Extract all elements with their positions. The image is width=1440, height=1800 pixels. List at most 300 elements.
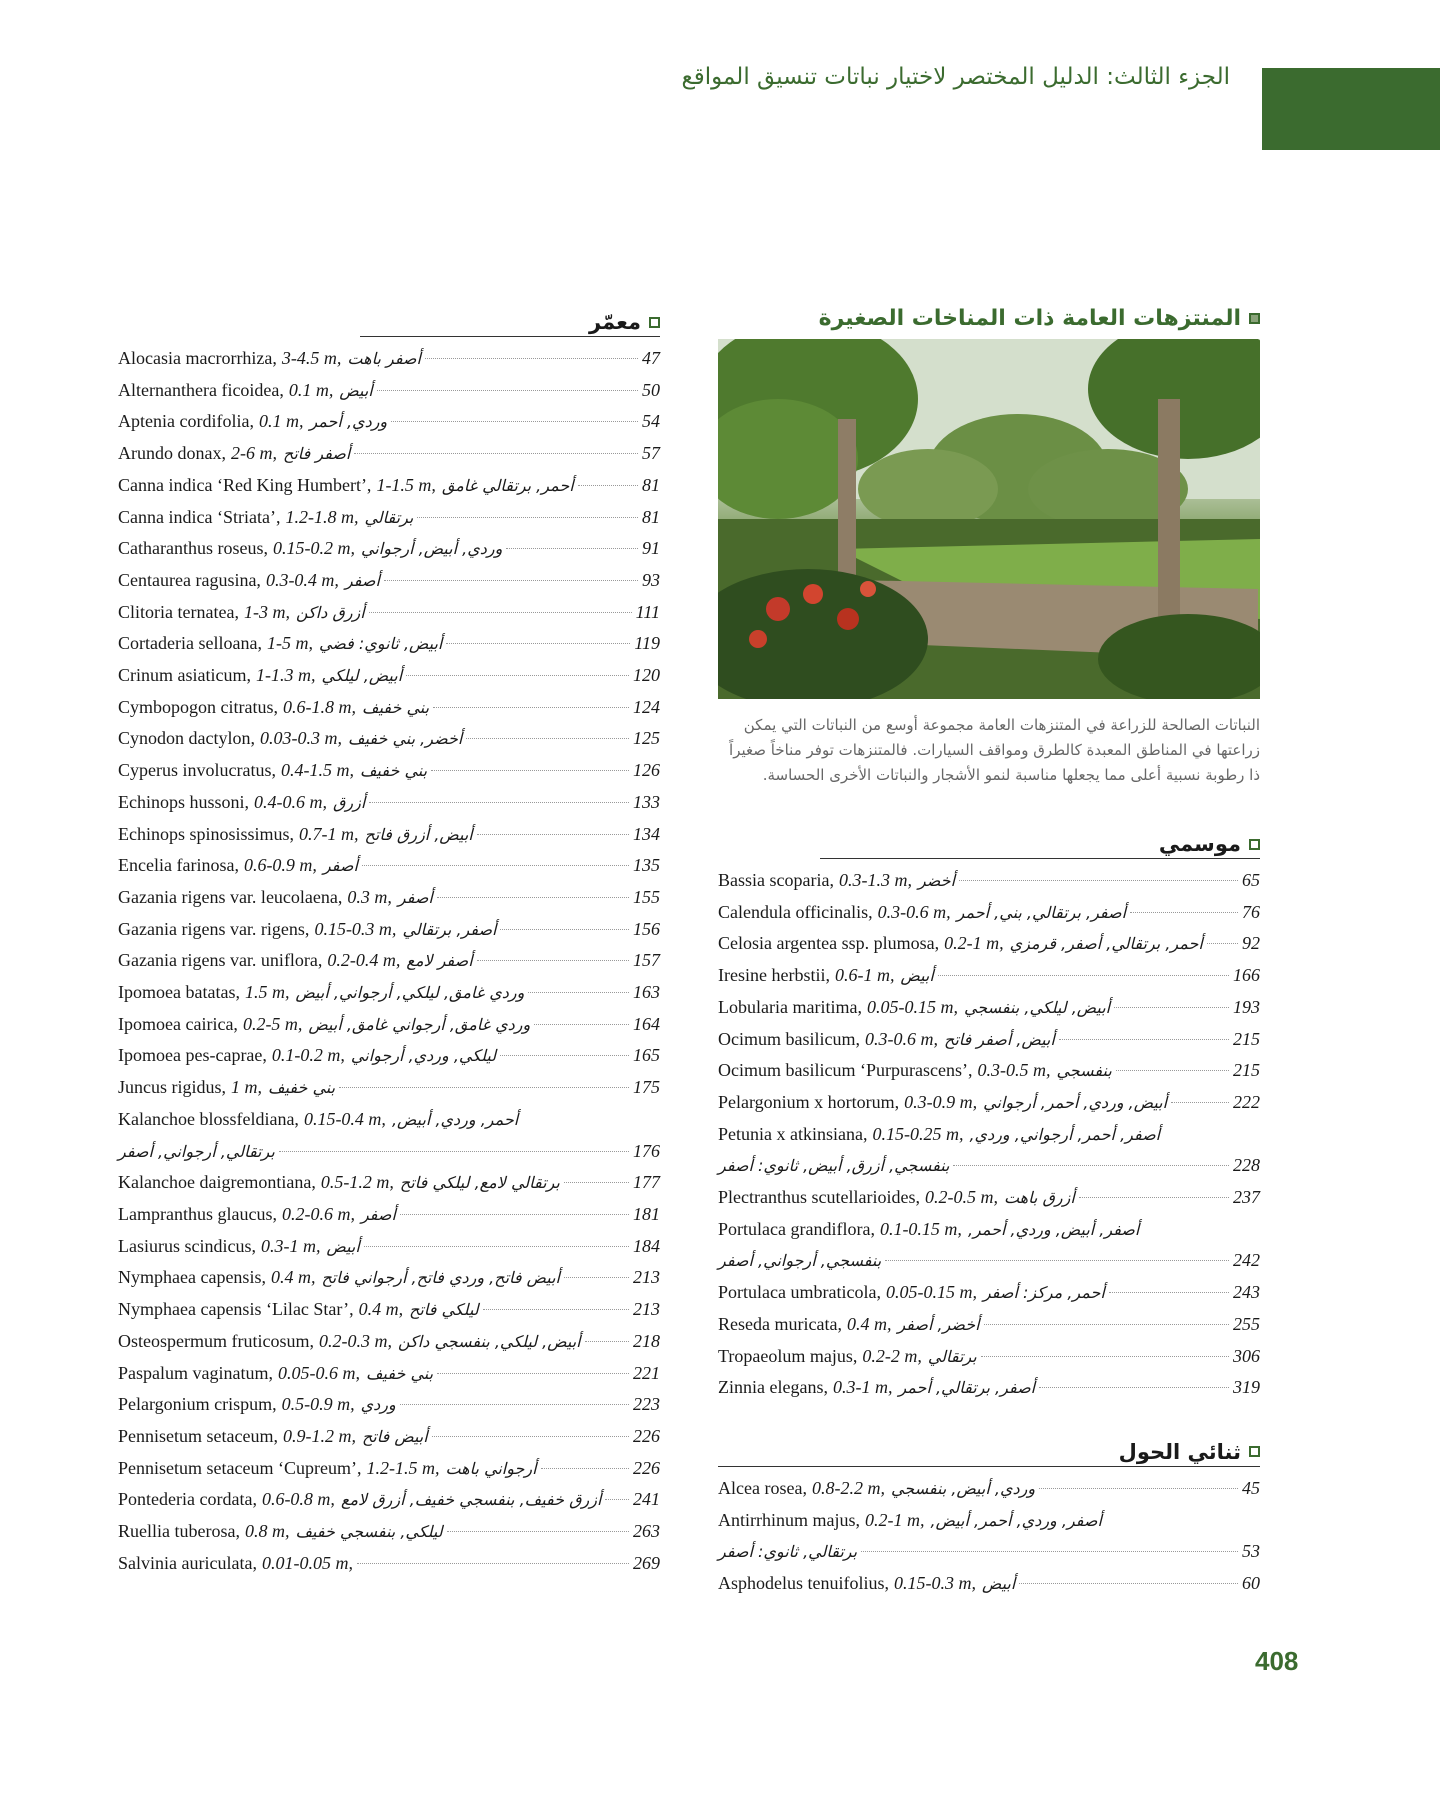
- plant-name: Arundo donax,: [118, 443, 226, 464]
- page-ref: 177: [633, 1172, 660, 1193]
- plant-size: 1.2-1.8 m,: [285, 506, 359, 527]
- plant-entry: [718, 1505, 1260, 1568]
- page-ref: 135: [633, 855, 660, 876]
- page-ref: 269: [633, 1552, 660, 1573]
- dot-leader: [369, 612, 632, 613]
- page-ref: 92: [1242, 933, 1260, 954]
- page-ref: 181: [633, 1203, 660, 1224]
- page-ref: 228: [1233, 1155, 1260, 1176]
- dot-leader: [466, 738, 629, 739]
- plant-size: 0.15-0.25 m,: [872, 1123, 964, 1144]
- flower-color: أصفر: [397, 887, 433, 907]
- plant-size: 0.3-0.9 m,: [904, 1091, 978, 1112]
- plant-size: 0.3-0.5 m,: [977, 1060, 1051, 1081]
- biennial-heading: [718, 1440, 1260, 1467]
- page-ref: 243: [1233, 1282, 1260, 1303]
- plant-name: Canna indica ‘Striata’,: [118, 506, 281, 527]
- page-ref: 133: [633, 791, 660, 812]
- dot-leader: [1039, 1488, 1238, 1489]
- dot-leader: [1116, 1070, 1229, 1071]
- page-ref: 306: [1233, 1345, 1260, 1366]
- plant-entry: [118, 1199, 660, 1231]
- plant-name: Portulaca umbraticola,: [718, 1282, 881, 1303]
- page-ref: 57: [642, 443, 660, 464]
- page-ref: 184: [633, 1235, 660, 1256]
- plant-name: Crinum asiaticum,: [118, 665, 251, 686]
- plant-size: 0.03-0.3 m,: [260, 728, 342, 749]
- plant-entry: [118, 1516, 660, 1548]
- page-ref: 54: [642, 411, 660, 432]
- dot-leader: [1130, 912, 1238, 913]
- dot-leader: [1019, 1583, 1238, 1584]
- dot-leader: [1171, 1102, 1229, 1103]
- flower-color: أخضر: [917, 871, 956, 890]
- entry-continuation: [718, 1536, 1260, 1568]
- page-ref: 176: [633, 1140, 660, 1161]
- plant-size: 0.6-0.9 m,: [243, 855, 317, 876]
- plant-entry: [118, 1104, 660, 1167]
- plant-size: 0.5-1.2 m,: [320, 1172, 394, 1193]
- page-ref: 157: [633, 950, 660, 971]
- dot-leader: [425, 358, 638, 359]
- flower-color: أصفر باهت: [347, 349, 421, 368]
- flower-color: بني خفيف: [365, 1363, 434, 1383]
- flower-color-continued: برتقالي, ثانوي: أصفر: [718, 1542, 858, 1562]
- plant-size: 0.05-0.6 m,: [277, 1362, 360, 1383]
- plant-entry: [718, 1024, 1260, 1056]
- flower-color: أخضر, أصفر: [897, 1314, 980, 1334]
- flower-color: بني خفيف: [268, 1078, 336, 1098]
- plant-name: Plectranthus scutellarioides,: [718, 1187, 920, 1208]
- plant-size: 2-6 m,: [230, 443, 277, 464]
- plant-name: Pennisetum setaceum ‘Cupreum’,: [118, 1457, 362, 1478]
- dot-leader: [500, 1055, 629, 1056]
- plant-size: 0.6-1.8 m,: [283, 696, 356, 717]
- flower-color: أحمر, وردي, أبيض,: [391, 1109, 519, 1129]
- dot-leader: [446, 643, 630, 644]
- plant-entry: [118, 1358, 660, 1390]
- dot-leader: [447, 1531, 629, 1532]
- plant-size: 0.3-1 m,: [832, 1377, 893, 1398]
- dot-leader: [431, 770, 629, 771]
- plant-name: Gazania rigens var. rigens,: [118, 918, 310, 939]
- seasonal-list: [718, 865, 1260, 1404]
- plant-size: 0.8 m,: [244, 1521, 290, 1542]
- plant-size: 0.4 m,: [846, 1313, 892, 1334]
- dot-leader: [506, 548, 638, 549]
- plant-size: 0.05-0.15 m,: [866, 996, 958, 1017]
- page-ref: 213: [633, 1267, 660, 1288]
- plant-size: 0.9-1.2 m,: [282, 1425, 356, 1446]
- perennial-section: [118, 310, 660, 1579]
- flower-color: أبيض: [982, 1574, 1016, 1594]
- plant-size: 0.01-0.05 m,: [261, 1552, 353, 1573]
- plant-size: 0.05-0.15 m,: [885, 1282, 977, 1303]
- plant-entry: [118, 628, 660, 660]
- plant-name: Petunia x atkinsiana,: [718, 1123, 868, 1144]
- dot-leader: [279, 1151, 629, 1152]
- plant-entry: [118, 660, 660, 692]
- plant-entry: [718, 1055, 1260, 1087]
- flower-color: أزرق داكن: [295, 602, 365, 622]
- page-ref: 226: [633, 1457, 660, 1478]
- perennial-heading: [360, 310, 660, 337]
- plant-entry: [118, 1389, 660, 1421]
- flower-color: أصفر: [322, 856, 358, 876]
- plant-size: 0.1 m,: [258, 411, 304, 432]
- flower-color: ليلكي فاتح: [409, 1300, 479, 1320]
- flower-color: أصفر: [344, 570, 380, 590]
- dot-leader: [585, 1341, 629, 1342]
- dot-leader: [391, 421, 638, 422]
- flower-color: وردي غامق, ليلكي, أرجواني, أبيض: [295, 983, 525, 1003]
- plant-name: Ipomoea cairica,: [118, 1013, 238, 1034]
- page-ref: 134: [633, 823, 660, 844]
- plant-entry: [118, 565, 660, 597]
- plant-name: Canna indica ‘Red King Humbert’,: [118, 474, 372, 495]
- flower-color: أحمر, برتقالي غامق: [441, 475, 574, 495]
- page-ref: 47: [642, 348, 660, 368]
- plant-name: Cortaderia selloana,: [118, 633, 262, 654]
- plant-size: 0.6-0.8 m,: [261, 1489, 335, 1510]
- plant-name: Lasiurus scindicus,: [118, 1235, 256, 1256]
- plant-size: 0.2-5 m,: [242, 1013, 303, 1034]
- plant-entry: [118, 375, 660, 407]
- plant-name: Centaurea ragusina,: [118, 569, 261, 590]
- dot-leader: [384, 580, 638, 581]
- flower-color: أبيض, ليلكي, بنفسجي داكن: [397, 1331, 581, 1351]
- flower-color-continued: بنفسجي, أزرق, أبيض, ثانوي: أصفر: [718, 1156, 950, 1176]
- page-ref: 237: [1233, 1187, 1260, 1208]
- plant-name: Pennisetum setaceum,: [118, 1425, 278, 1446]
- plant-size: 0.2-0.6 m,: [281, 1203, 355, 1224]
- plant-size: 0.15-0.4 m,: [303, 1108, 386, 1129]
- plant-size: 0.3-0.4 m,: [265, 569, 339, 590]
- plant-entry: [718, 1473, 1260, 1505]
- page-ref: 218: [633, 1330, 660, 1351]
- plant-name: Portulaca grandiflora,: [718, 1218, 875, 1239]
- plant-name: Antirrhinum majus,: [718, 1509, 860, 1530]
- perennial-heading-text: معمّر: [589, 310, 641, 334]
- flower-color: أبيض فاتح, وردي فاتح, أرجواني فاتح: [321, 1268, 560, 1288]
- plant-entry: [118, 1040, 660, 1072]
- dot-leader: [357, 1563, 629, 1564]
- flower-color: أصفر, أحمر, أرجواني, وردي,: [969, 1124, 1161, 1144]
- page-ref: 223: [633, 1394, 660, 1415]
- flower-color: أبيض, ليلكي, بنفسجي: [963, 997, 1111, 1017]
- plant-entry: [118, 1167, 660, 1199]
- dot-leader: [959, 880, 1238, 881]
- flower-color: وردي, أحمر: [309, 412, 388, 432]
- dot-leader: [541, 1468, 629, 1469]
- park-section-title: المنتزهات العامة ذات المناخات الصغيرة: [818, 306, 1241, 331]
- plant-name: Paspalum vaginatum,: [118, 1362, 273, 1383]
- page-ref: 53: [1242, 1541, 1260, 1562]
- flower-color: أزرق: [333, 792, 366, 812]
- plant-size: 0.15-0.2 m,: [272, 538, 355, 559]
- plant-size: 0.7-1 m,: [299, 823, 359, 844]
- entry-continuation: [718, 1150, 1260, 1182]
- plant-size: 0.1-0.15 m,: [879, 1218, 962, 1239]
- plant-name: Kalanchoe blossfeldiana,: [118, 1108, 299, 1129]
- dot-leader: [362, 865, 629, 866]
- header-color-block: [1262, 68, 1440, 150]
- dot-leader: [534, 1024, 629, 1025]
- dot-leader: [528, 992, 629, 993]
- plant-size: 0.15-0.3 m,: [894, 1573, 976, 1594]
- plant-size: 1-1.3 m,: [255, 665, 316, 686]
- page-ref: 81: [642, 474, 660, 495]
- page-ref: 60: [1242, 1573, 1260, 1594]
- square-bullet-icon: [1249, 839, 1260, 850]
- flower-color: أصفر فاتح: [282, 444, 351, 464]
- flower-color: أحمر, مركز: أصفر: [982, 1283, 1105, 1303]
- plant-entry: [118, 597, 660, 629]
- page-ref: 163: [633, 982, 660, 1003]
- page-ref: 124: [633, 696, 660, 717]
- plant-name: Catharanthus roseus,: [118, 538, 268, 559]
- plant-entry: [718, 1214, 1260, 1277]
- flower-color: أزرق خفيف, بنفسجي خفيف, أزرق لامع: [340, 1490, 602, 1510]
- plant-size: 0.15-0.3 m,: [314, 918, 397, 939]
- plant-size: 0.2-1 m,: [865, 1509, 925, 1530]
- plant-size: 1.5 m,: [244, 982, 290, 1003]
- plant-entry: [118, 723, 660, 755]
- plant-name: Osteospermum fruticosum,: [118, 1330, 314, 1351]
- flower-color: أصفر, برتقالي, بني, أحمر: [956, 902, 1127, 922]
- plant-entry: [118, 1294, 660, 1326]
- page-ref: 166: [1233, 965, 1260, 986]
- seasonal-heading-text: موسمي: [1158, 832, 1241, 856]
- plant-size: 0.3-0.6 m,: [864, 1028, 938, 1049]
- flower-color: أصفر, أبيض, وردي, أحمر,: [967, 1219, 1140, 1239]
- dot-leader: [432, 1436, 629, 1437]
- plant-size: 0.4 m,: [270, 1267, 316, 1288]
- page-ref: 156: [633, 918, 660, 939]
- flower-color: أبيض, ليلكي: [321, 666, 403, 686]
- page-ref: 215: [1233, 1028, 1260, 1049]
- square-bullet-icon: [649, 317, 660, 328]
- plant-name: Alocasia macrorrhiza,: [118, 348, 277, 368]
- plant-entry: [118, 882, 660, 914]
- plant-name: Bassia scoparia,: [718, 870, 834, 890]
- plant-name: Encelia farinosa,: [118, 855, 239, 876]
- page-ref: 164: [633, 1013, 660, 1034]
- flower-color: برتقالي لامع, ليلكي فاتح: [399, 1173, 560, 1193]
- flower-color-continued: بنفسجي, أرجواني, أصفر: [718, 1251, 882, 1271]
- plant-size: 0.8-2.2 m,: [811, 1477, 885, 1498]
- flower-color: برتقالي: [364, 507, 414, 527]
- plant-entry: [118, 977, 660, 1009]
- page-ref: 319: [1233, 1377, 1260, 1398]
- plant-name: Lobularia maritima,: [718, 996, 862, 1017]
- dot-leader: [981, 1356, 1229, 1357]
- entry-continuation: [118, 1136, 660, 1168]
- dot-leader: [477, 960, 629, 961]
- flower-color: أبيض, ثانوي: فضي: [318, 634, 443, 654]
- plant-entry: [718, 1119, 1260, 1182]
- plant-name: Calendula officinalis,: [718, 901, 873, 922]
- plant-name: Alternanthera ficoidea,: [118, 379, 284, 400]
- plant-entry: [118, 470, 660, 502]
- plant-size: 0.6-1 m,: [834, 965, 895, 986]
- page-ref: 125: [633, 728, 660, 749]
- plant-name: Salvinia auriculata,: [118, 1552, 257, 1573]
- flower-color: أصفر لامع: [406, 951, 473, 971]
- biennial-heading-text: ثنائي الحول: [1118, 1439, 1241, 1464]
- page-ref: 91: [642, 538, 660, 559]
- plant-entry: [118, 1453, 660, 1485]
- dot-leader: [1109, 1292, 1229, 1293]
- page-ref: 65: [1242, 870, 1260, 890]
- plant-size: 0.2-2 m,: [862, 1345, 922, 1366]
- dot-leader: [564, 1182, 629, 1183]
- plant-entry: [118, 1009, 660, 1041]
- flower-color: بنفسجي: [1056, 1061, 1112, 1081]
- plant-size: 0.4-0.6 m,: [254, 791, 328, 812]
- plant-name: Zinnia elegans,: [718, 1377, 828, 1398]
- plant-size: 0.4-1.5 m,: [280, 760, 354, 781]
- plant-entry: [118, 1484, 660, 1516]
- running-title: الجزء الثالث: الدليل المختصر لاختيار نباتات تنسيق المواقع: [681, 64, 1230, 90]
- plant-entry: [118, 755, 660, 787]
- dot-leader: [1039, 1387, 1229, 1388]
- square-bullet-icon: [1249, 313, 1260, 324]
- plant-name: Juncus rigidus,: [118, 1077, 226, 1098]
- right-column: [718, 306, 1260, 1600]
- plant-entry: [118, 787, 660, 819]
- plant-entry: [118, 1072, 660, 1104]
- page-ref: 215: [1233, 1060, 1260, 1081]
- dot-leader: [406, 675, 629, 676]
- plant-name: Pelargonium crispum,: [118, 1394, 277, 1415]
- dot-leader: [1079, 1197, 1229, 1198]
- dot-leader: [339, 1087, 629, 1088]
- dot-leader: [400, 1214, 629, 1215]
- plant-name: Iresine herbstii,: [718, 965, 830, 986]
- plant-entry: [118, 1262, 660, 1294]
- plant-name: Aptenia cordifolia,: [118, 411, 254, 432]
- plant-name: Ipomoea batatas,: [118, 982, 240, 1003]
- flower-color: برتقالي: [927, 1346, 977, 1366]
- page-ref: 93: [642, 569, 660, 590]
- dot-leader: [605, 1499, 629, 1500]
- dot-leader: [1207, 943, 1238, 944]
- plant-size: 0.2-0.4 m,: [327, 950, 401, 971]
- plant-name: Celosia argentea ssp. plumosa,: [718, 933, 940, 954]
- plant-entry: [118, 1326, 660, 1358]
- page-ref: 221: [633, 1362, 660, 1383]
- plant-name: Pelargonium x hortorum,: [718, 1091, 900, 1112]
- biennial-list: [718, 1473, 1260, 1600]
- dot-leader: [369, 802, 629, 803]
- flower-color: أبيض فاتح: [361, 1426, 428, 1446]
- photo-caption: النباتات الصالحة للزراعة في المتنزهات العامة مجموعة أوسع من النباتات التي يمكن زراعتها في المناطق المعبدة كالطرق ومواقف السيارات. فالمتنزهات توفر مناخاً صغيراً ذا رطوبة نسبية أعلى مما يجعلها مناسبة لنمو الأشجار والنباتات الأخرى الحساسة.: [729, 716, 1260, 784]
- plant-entry: [718, 1372, 1260, 1404]
- park-section-heading: [718, 306, 1260, 333]
- plant-name: Nymphaea capensis ‘Lilac Star’,: [118, 1299, 354, 1320]
- plant-entry: [118, 692, 660, 724]
- plant-entry: [718, 1087, 1260, 1119]
- plant-entry: [118, 850, 660, 882]
- dot-leader: [1059, 1039, 1229, 1040]
- plant-name: Nymphaea capensis,: [118, 1267, 266, 1288]
- plant-entry: [118, 914, 660, 946]
- page-ref: 175: [633, 1077, 660, 1098]
- page-ref: 226: [633, 1425, 660, 1446]
- plant-name: Clitoria ternatea,: [118, 601, 239, 622]
- flower-color: أصفر, برتقالي: [402, 919, 497, 939]
- square-bullet-icon: [1249, 1446, 1260, 1457]
- plant-name: Asphodelus tenuifolius,: [718, 1573, 889, 1594]
- flower-color: أصفر, برتقالي, أحمر: [898, 1378, 1036, 1398]
- dot-leader: [417, 517, 638, 518]
- flower-color: أبيض, أصفر فاتح: [943, 1029, 1055, 1049]
- flower-color: أخضر, بني خفيف: [348, 729, 463, 749]
- flower-color: أحمر, برتقالي, أصفر, قرمزي: [1009, 934, 1203, 954]
- page-ref: 263: [633, 1521, 660, 1542]
- flower-color: أصفر, وردي, أحمر, أبيض,: [930, 1510, 1102, 1530]
- flower-color: أبيض, وردي, أحمر, أرجواني: [983, 1092, 1168, 1112]
- plant-name: Echinops spinosissimus,: [118, 823, 295, 844]
- plant-entry: [718, 1309, 1260, 1341]
- plant-entry: [118, 1421, 660, 1453]
- plant-entry: [718, 1182, 1260, 1214]
- plant-entry: [718, 1341, 1260, 1373]
- dot-leader: [437, 1373, 629, 1374]
- page-ref: 111: [635, 601, 660, 622]
- page-ref: 45: [1242, 1477, 1260, 1498]
- plant-entry: [118, 406, 660, 438]
- flower-color: بني خفيف: [362, 697, 430, 717]
- plant-size: 0.2-1 m,: [944, 933, 1004, 954]
- plant-name: Pontederia cordata,: [118, 1489, 257, 1510]
- dot-leader: [364, 1246, 629, 1247]
- page-number: 408: [1255, 1646, 1299, 1676]
- plant-name: Lampranthus glaucus,: [118, 1203, 277, 1224]
- plant-entry: [118, 533, 660, 565]
- page-ref: 119: [634, 633, 660, 654]
- plant-name: Ocimum basilicum ‘Purpurascens’,: [718, 1060, 973, 1081]
- plant-entry: [118, 1231, 660, 1263]
- plant-name: Kalanchoe daigremontiana,: [118, 1172, 316, 1193]
- dot-leader: [861, 1551, 1238, 1552]
- plant-name: Ipomoea pes-caprae,: [118, 1045, 267, 1066]
- plant-name: Alcea rosea,: [718, 1477, 807, 1498]
- plant-size: 0.3-1 m,: [260, 1235, 321, 1256]
- park-photo-illustration: [718, 339, 1260, 699]
- plant-size: 0.3-0.6 m,: [877, 901, 951, 922]
- plant-name: Cynodon dactylon,: [118, 728, 255, 749]
- plant-entry: [718, 897, 1260, 929]
- dot-leader: [885, 1260, 1229, 1261]
- flower-color: أصفر: [360, 1204, 396, 1224]
- page-ref: 155: [633, 886, 660, 907]
- dot-leader: [483, 1309, 629, 1310]
- seasonal-heading: [820, 832, 1260, 859]
- plant-size: 3-4.5 m,: [281, 348, 342, 368]
- page-ref: 81: [642, 506, 660, 527]
- flower-color: أبيض: [339, 380, 373, 400]
- plant-name: Gazania rigens var. uniflora,: [118, 950, 323, 971]
- flower-color: أزرق باهت: [1003, 1188, 1075, 1208]
- plant-entry: [118, 502, 660, 534]
- plant-name: Tropaeolum majus,: [718, 1345, 858, 1366]
- dot-leader: [564, 1277, 629, 1278]
- plant-entry: [718, 992, 1260, 1024]
- plant-size: 0.1-0.2 m,: [271, 1045, 345, 1066]
- flower-color-continued: برتقالي, أرجواني, أصفر: [118, 1141, 275, 1161]
